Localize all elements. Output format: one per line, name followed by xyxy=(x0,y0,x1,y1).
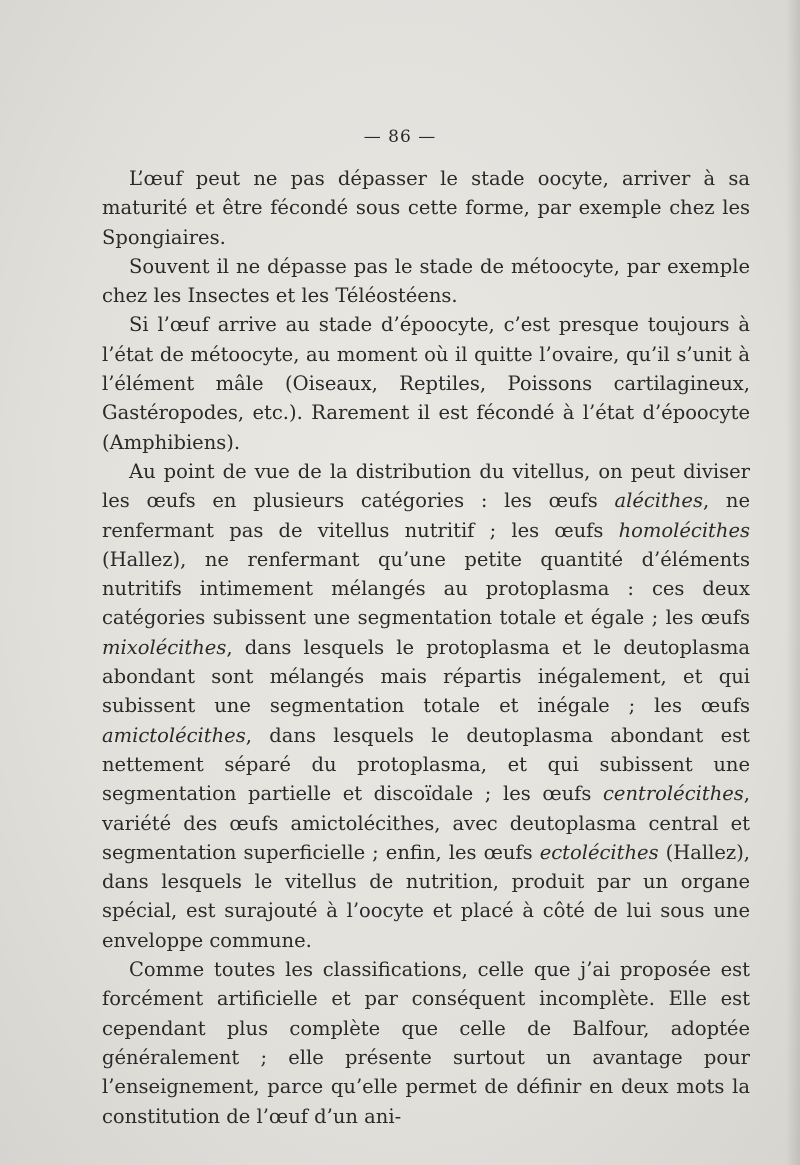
italic-term: homolécithes xyxy=(618,518,750,542)
text-run: Comme toutes les classifications, celle que j’ai proposée est forcément artificielle et par conséquent incomplète. Elle est cependant plus complète que celle de Balfour, adoptée généralement ; elle présente surtout un avantage pour l’enseignement, parce qu’elle permet de définir en deux mots la constitution de l’œuf d’un ani- xyxy=(102,958,750,1128)
text-run: L’œuf peut ne pas dépasser le stade oocyte, arriver à sa maturité et être fécondé sous cette forme, par exemple chez les Spongiaires. xyxy=(102,167,750,249)
paragraph xyxy=(102,955,750,1131)
page-edge-shadow xyxy=(786,0,800,1165)
page-number: — 86 — xyxy=(363,127,437,147)
italic-term: ectolécithes xyxy=(539,840,659,864)
italic-term: centrolécithes xyxy=(603,782,744,806)
text-run: , dans lesquels le deutoplasma abondant est nettement séparé du protoplasma, et qui subissent une segmentation partielle et discoïdale ; les œufs xyxy=(102,723,750,806)
text-run: , ne renfermant pas de vitellus nutritif ; les œufs xyxy=(102,489,751,542)
italic-term: mixolécithes xyxy=(102,635,227,659)
paragraph xyxy=(102,457,750,955)
paragraph xyxy=(102,252,750,311)
paragraph xyxy=(102,164,750,252)
italic-term: amictolécithes xyxy=(102,723,246,747)
text-run: , dans lesquels le protoplasma et le deutoplasma abondant sont mélangés mais répartis inégalement, et qui subissent une segmentation totale et inégale ; les œufs xyxy=(102,635,750,718)
text-run: Si l’œuf arrive au stade d’époocyte, c’est presque toujours à l’état de métoocyte, au moment où il quitte l’ovaire, qu’il s’unit à l’élément mâle (Oiseaux, Reptiles, Poissons cartilagineux, Gastéropodes, etc.). Rarement il est fécondé à l’état d’époocyte (Amphibiens). xyxy=(102,313,750,454)
body-text xyxy=(102,164,750,1131)
text-run: Souvent il ne dépasse pas le stade de métoocyte, par exemple chez les Insectes et les Téléostéens. xyxy=(102,254,750,308)
text-run: (Hallez), dans lesquels le vitellus de nutrition, produit par un organe spécial, est surajouté à l’oocyte et placé à côté de lui sous une enveloppe commune. xyxy=(102,840,750,952)
text-run: (Hallez), ne renfermant qu’une petite quantité d’éléments nutritifs intimement mélangés au protoplasma : ces deux catégories subissent une segmentation totale et égale ; les œufs xyxy=(102,547,750,630)
paragraph xyxy=(102,310,750,456)
text-run: , variété des œufs amictolécithes, avec deutoplasma central et segmentation superficielle ; enfin, les œufs xyxy=(102,782,750,864)
text-run: Au point de vue de la distribution du vitellus, on peut diviser les œufs en plusieurs catégories : les œufs xyxy=(102,459,750,513)
italic-term: alécithes xyxy=(614,489,703,513)
